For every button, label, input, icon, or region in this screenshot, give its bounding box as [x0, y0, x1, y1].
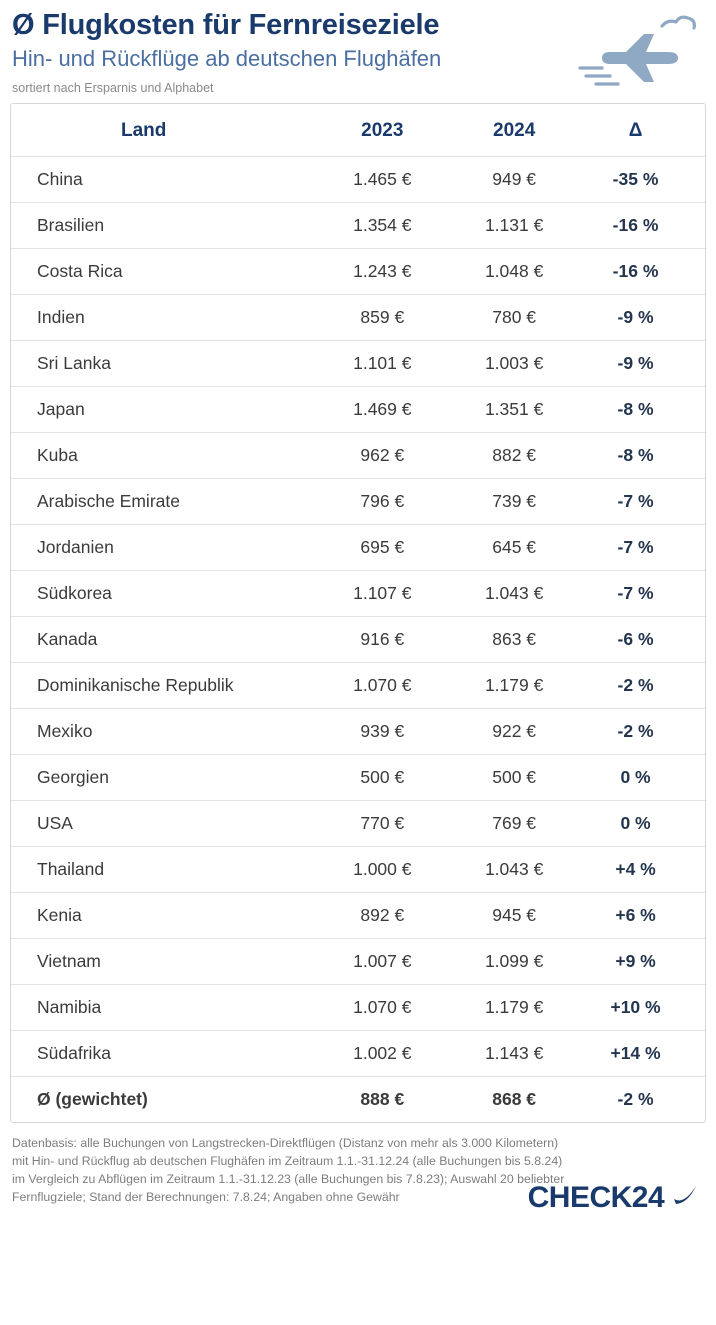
table-row: [11, 617, 705, 663]
cell-delta: -6 %: [580, 617, 705, 663]
table-row: [11, 341, 705, 387]
sort-note: sortiert nach Ersparnis und Alphabet: [12, 81, 214, 96]
table-row: [11, 433, 705, 479]
table-row: [11, 893, 705, 939]
cell-total-2024: 868 €: [448, 1077, 580, 1123]
table-row: [11, 801, 705, 847]
cell-delta: -8 %: [580, 387, 705, 433]
cell-land: Jordanien: [11, 525, 316, 571]
table-row: [11, 203, 705, 249]
cell-2024: 500 €: [448, 755, 580, 801]
cell-land: Südkorea: [11, 571, 316, 617]
cell-2023: 1.354 €: [316, 203, 448, 249]
table-header-row: [11, 104, 705, 157]
cell-total-delta: -2 %: [580, 1077, 705, 1123]
cell-2023: 796 €: [316, 479, 448, 525]
cell-delta: +9 %: [580, 939, 705, 985]
cell-2024: 945 €: [448, 893, 580, 939]
cell-2023: 1.070 €: [316, 663, 448, 709]
cell-2024: 1.043 €: [448, 571, 580, 617]
cell-2024: 1.131 €: [448, 203, 580, 249]
cell-2023: 770 €: [316, 801, 448, 847]
cell-land: Georgien: [11, 755, 316, 801]
cell-delta: -2 %: [580, 709, 705, 755]
cell-delta: +6 %: [580, 893, 705, 939]
cell-2023: 859 €: [316, 295, 448, 341]
cell-delta: -16 %: [580, 249, 705, 295]
cell-2023: 916 €: [316, 617, 448, 663]
flight-cost-table: [11, 104, 705, 1122]
footer: [10, 1123, 706, 1219]
cell-2024: 949 €: [448, 157, 580, 203]
cell-2023: 695 €: [316, 525, 448, 571]
table-row: [11, 249, 705, 295]
table-row: [11, 939, 705, 985]
cell-delta: +14 %: [580, 1031, 705, 1077]
cell-land: Kenia: [11, 893, 316, 939]
page-subtitle: Hin- und Rückflüge ab deutschen Flughäfen: [12, 45, 442, 71]
cell-2023: 1.469 €: [316, 387, 448, 433]
cell-2024: 1.043 €: [448, 847, 580, 893]
cell-2024: 780 €: [448, 295, 580, 341]
cell-2023: 1.465 €: [316, 157, 448, 203]
table-total-row: [11, 1077, 705, 1123]
cell-delta: -7 %: [580, 479, 705, 525]
check24-logo: [528, 1181, 698, 1213]
cell-land: Dominikanische Republik: [11, 663, 316, 709]
cell-2024: 882 €: [448, 433, 580, 479]
column-header-2023: 2023: [316, 104, 448, 157]
cell-land: Costa Rica: [11, 249, 316, 295]
table-row: [11, 295, 705, 341]
cell-total-2023: 888 €: [316, 1077, 448, 1123]
cell-land: Sri Lanka: [11, 341, 316, 387]
cell-land: Japan: [11, 387, 316, 433]
cell-2024: 1.048 €: [448, 249, 580, 295]
table-row: [11, 525, 705, 571]
cell-2023: 962 €: [316, 433, 448, 479]
cell-delta: -2 %: [580, 663, 705, 709]
table-row: [11, 157, 705, 203]
table-body: [11, 157, 705, 1123]
cell-2023: 500 €: [316, 755, 448, 801]
page-title: Ø Flugkosten für Fernreiseziele: [12, 9, 440, 41]
cell-2024: 1.003 €: [448, 341, 580, 387]
cell-2024: 1.351 €: [448, 387, 580, 433]
cell-2024: 1.179 €: [448, 663, 580, 709]
cell-2024: 863 €: [448, 617, 580, 663]
cell-land: Namibia: [11, 985, 316, 1031]
cell-2023: 1.243 €: [316, 249, 448, 295]
table-row: [11, 755, 705, 801]
cell-2023: 1.000 €: [316, 847, 448, 893]
cell-land: Indien: [11, 295, 316, 341]
cell-delta: -7 %: [580, 571, 705, 617]
cell-land: Brasilien: [11, 203, 316, 249]
cell-land: Vietnam: [11, 939, 316, 985]
cell-2023: 1.002 €: [316, 1031, 448, 1077]
header: [10, 0, 706, 95]
cell-delta: +4 %: [580, 847, 705, 893]
table-row: [11, 387, 705, 433]
cell-2023: 892 €: [316, 893, 448, 939]
table-row: [11, 571, 705, 617]
cell-land: USA: [11, 801, 316, 847]
cell-delta: -9 %: [580, 295, 705, 341]
cell-land: Thailand: [11, 847, 316, 893]
cell-2024: 769 €: [448, 801, 580, 847]
cell-2024: 1.179 €: [448, 985, 580, 1031]
column-header-2024: 2024: [448, 104, 580, 157]
cell-2024: 922 €: [448, 709, 580, 755]
cell-2024: 645 €: [448, 525, 580, 571]
cell-land: Kanada: [11, 617, 316, 663]
table-row: [11, 847, 705, 893]
cell-2023: 1.101 €: [316, 341, 448, 387]
column-header-land: Land: [11, 104, 316, 157]
table-row: [11, 1031, 705, 1077]
cell-2023: 1.107 €: [316, 571, 448, 617]
cell-land: Arabische Emirate: [11, 479, 316, 525]
table-row: [11, 985, 705, 1031]
cell-land: Südafrika: [11, 1031, 316, 1077]
cell-delta: +10 %: [580, 985, 705, 1031]
cell-2024: 739 €: [448, 479, 580, 525]
cell-delta: -16 %: [580, 203, 705, 249]
cell-2024: 1.099 €: [448, 939, 580, 985]
cell-total-label: Ø (gewichtet): [11, 1077, 316, 1123]
brand-text: CHECK24: [527, 1181, 665, 1215]
table-row: [11, 663, 705, 709]
cell-2023: 1.007 €: [316, 939, 448, 985]
cell-delta: -9 %: [580, 341, 705, 387]
table-row: [11, 709, 705, 755]
data-basis-note: Datenbasis: alle Buchungen von Langstrecken-Direktflügen (Distanz von mehr als 3.000 Kilometern) mit Hin- und Rückflug ab deutschen Flughäfen im Zeitraum 1.1.-31.12.24 (alle Buchungen bis 5.8.24) im Vergleich zu Abflügen im Zeitraum 1.1.-31.12.23 (alle Buchungen bis 7.8.23); Auswahl 20 beliebter Fernflugziele; Stand der Berechnungen: 7.8.24; Angaben ohne Gewähr: [12, 1136, 565, 1204]
table-row: [11, 479, 705, 525]
cell-land: Mexiko: [11, 709, 316, 755]
cell-2024: 1.143 €: [448, 1031, 580, 1077]
cell-delta: -35 %: [580, 157, 705, 203]
cell-delta: -7 %: [580, 525, 705, 571]
cell-delta: -8 %: [580, 433, 705, 479]
cell-land: Kuba: [11, 433, 316, 479]
table-head: [11, 104, 705, 157]
cell-2023: 1.070 €: [316, 985, 448, 1031]
flight-cost-table-card: [10, 103, 706, 1123]
check-swoosh-icon: [672, 1181, 698, 1207]
cell-delta: 0 %: [580, 755, 705, 801]
cell-land: China: [11, 157, 316, 203]
column-header-delta: Δ: [580, 104, 705, 157]
airplane-cloud-icon: [566, 12, 696, 92]
cell-delta: 0 %: [580, 801, 705, 847]
cell-2023: 939 €: [316, 709, 448, 755]
